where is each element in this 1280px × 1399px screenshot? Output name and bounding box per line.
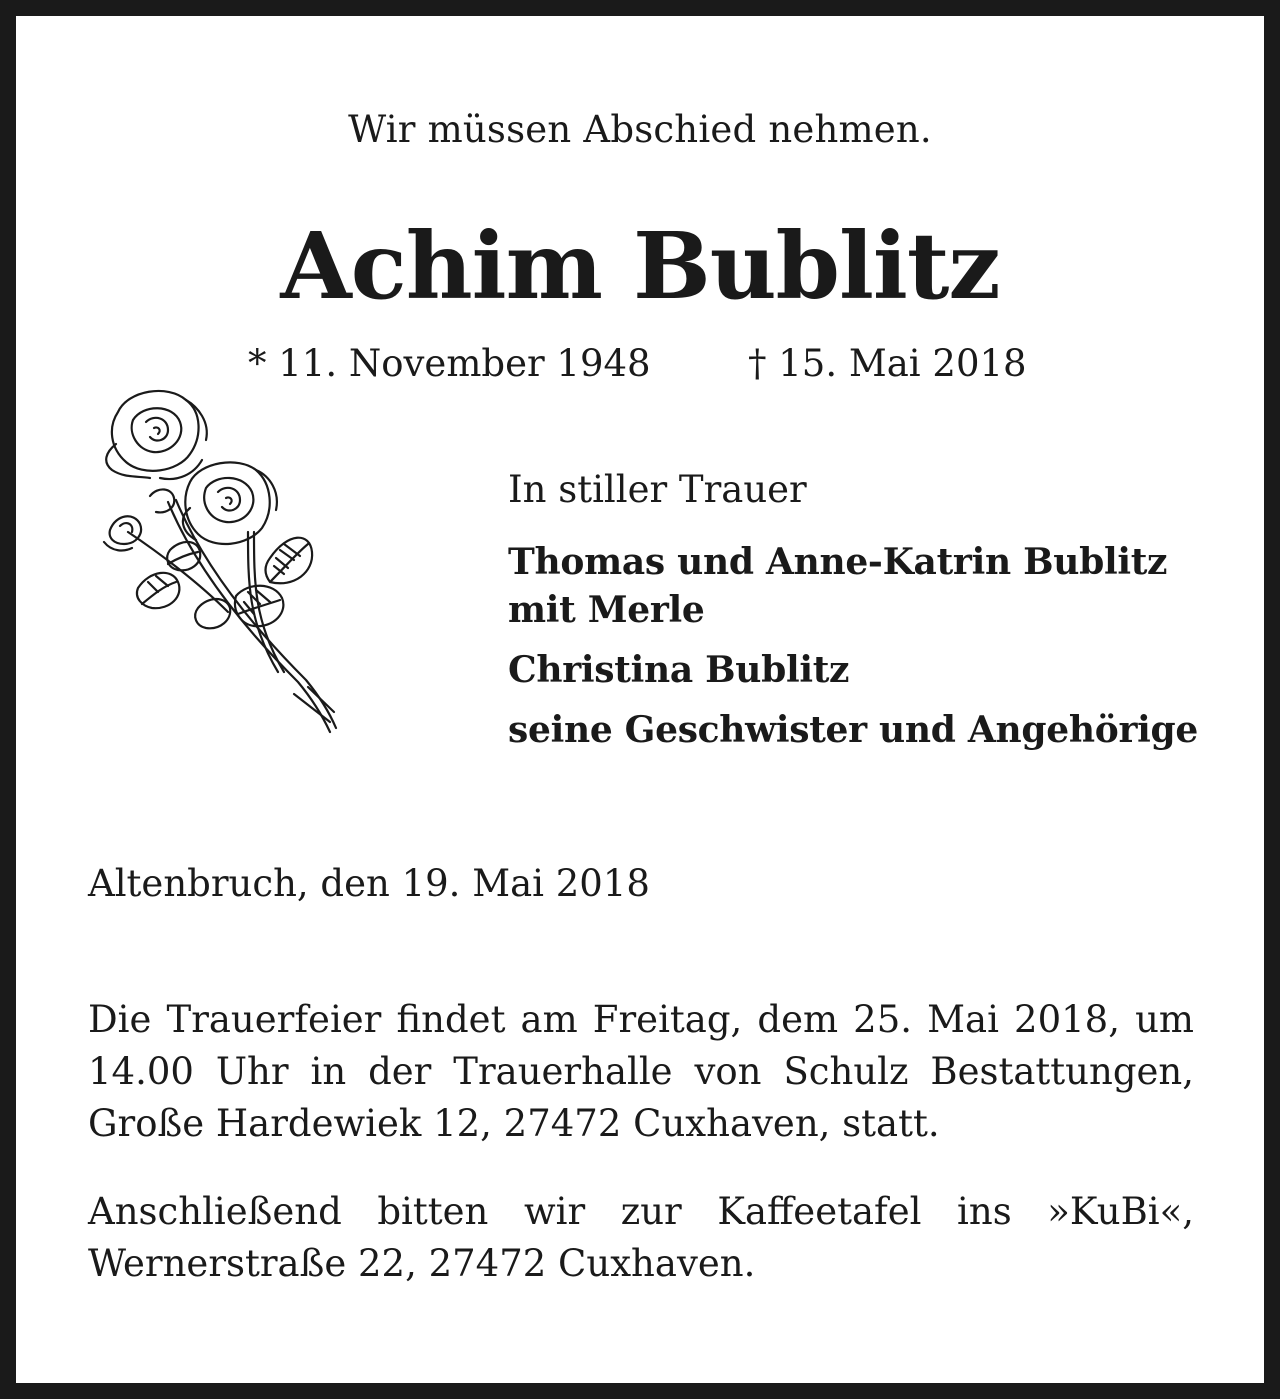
deceased-name: Achim Bublitz [280,212,1000,320]
headline: Wir müssen Abschied nehmen. [348,108,932,151]
reception-info: Anschließend bitten wir zur Kaffeetafel ins »KuBi«, Wernerstraße 22, 27472 Cuxhaven. [88,1190,1194,1285]
mourners-block [508,468,1228,766]
place-date: Altenbruch, den 19. Mai 2018 [88,862,650,905]
death-date: † 15. Mai 2018 [748,342,1027,385]
mourner-line: seine Geschwister und Angehörige [508,709,1198,751]
birth-date: * 11. November 1948 [248,342,651,385]
rose-icon [98,382,348,762]
funeral-info: Die Trauerfeier findet am Freitag, dem 25. Mai 2018, um 14.00 Uhr in der Trauerhalle von Schulz Bestattungen, Große Hardewiek 12, 27472 Cuxhaven, statt. [88,998,1194,1145]
mourner-line: Christina Bublitz [508,649,850,691]
mourner-line: Thomas und Anne-Katrin Bublitz mit Merle [508,541,1168,631]
mourning-intro: In stiller Trauer [508,468,807,511]
